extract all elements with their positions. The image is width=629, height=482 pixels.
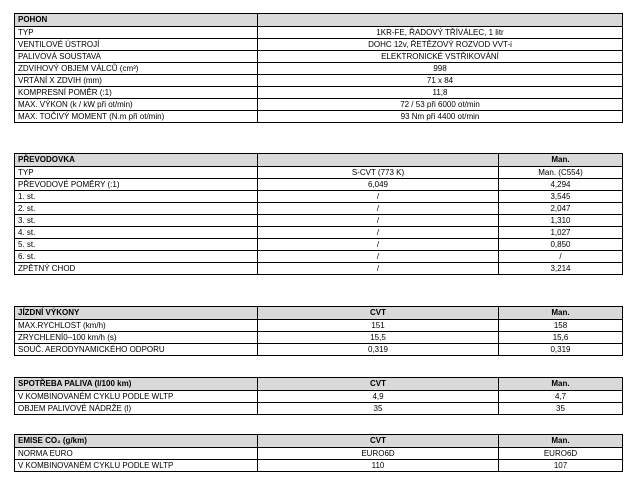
man-column-header: Man. xyxy=(499,307,623,320)
prevodovka-title: PŘEVODOVKA xyxy=(15,154,258,167)
table-row xyxy=(15,227,623,239)
row-value: 93 Nm při 4400 ot/min xyxy=(258,111,623,123)
spotreba-header-row xyxy=(15,378,623,391)
cvt-column-header: CVT xyxy=(258,378,499,391)
table-row xyxy=(15,239,623,251)
row-label: V KOMBINOVANÉM CYKLU PODLE WLTP xyxy=(15,391,258,403)
cvt-value: 4,9 xyxy=(258,391,499,403)
table-row xyxy=(15,63,623,75)
cvt-column-header: CVT xyxy=(258,307,499,320)
spotreba-table xyxy=(14,377,623,415)
row-label: V KOMBINOVANÉM CYKLU PODLE WLTP xyxy=(15,460,258,472)
row-label: MAX. TOČIVÝ MOMENT (N.m při ot/min) xyxy=(15,111,258,123)
man-value: 35 xyxy=(499,403,623,415)
pohon-table xyxy=(14,13,623,123)
cvt-value: / xyxy=(258,263,499,275)
man-value: 2,047 xyxy=(499,203,623,215)
table-row xyxy=(15,87,623,99)
row-label: ZDVIHOVÝ OBJEM VÁLCŮ (cm³) xyxy=(15,63,258,75)
emise-title: EMISE CO₂ (g/km) xyxy=(15,435,258,448)
table-row xyxy=(15,179,623,191)
row-label: 5. st. xyxy=(15,239,258,251)
man-value: 158 xyxy=(499,320,623,332)
cvt-value: 110 xyxy=(258,460,499,472)
man-value: Man. (C554) xyxy=(499,167,623,179)
row-label: OBJEM PALIVOVÉ NÁDRŽE (l) xyxy=(15,403,258,415)
prevodovka-header-row xyxy=(15,154,623,167)
table-row xyxy=(15,344,623,356)
table-row xyxy=(15,191,623,203)
row-label: NORMA EURO xyxy=(15,448,258,460)
row-label: VRTÁNÍ X ZDVIH (mm) xyxy=(15,75,258,87)
cvt-value: / xyxy=(258,227,499,239)
man-value: EURO6D xyxy=(499,448,623,460)
man-value: 1,310 xyxy=(499,215,623,227)
cvt-column-header xyxy=(258,154,499,167)
prevodovka-table xyxy=(14,153,623,275)
row-label: 6. st. xyxy=(15,251,258,263)
table-row xyxy=(15,320,623,332)
table-row xyxy=(15,215,623,227)
row-label: ZRYCHLENÍ0–100 km/h (s) xyxy=(15,332,258,344)
row-label: VENTILOVÉ ÚSTROJÍ xyxy=(15,39,258,51)
row-label: 2. st. xyxy=(15,203,258,215)
man-column-header: Man. xyxy=(499,154,623,167)
row-label: KOMPRESNÍ POMĚR (:1) xyxy=(15,87,258,99)
row-label: ZPĚTNÝ CHOD xyxy=(15,263,258,275)
row-value: 1KR-FE, ŘADOVÝ TŘÍVÁLEC, 1 litr xyxy=(258,27,623,39)
cvt-value: / xyxy=(258,203,499,215)
cvt-value: EURO6D xyxy=(258,448,499,460)
table-row xyxy=(15,203,623,215)
table-row xyxy=(15,391,623,403)
row-value: 71 x 84 xyxy=(258,75,623,87)
row-label: MAX. VÝKON (k / kW při ot/min) xyxy=(15,99,258,111)
man-value: 1,027 xyxy=(499,227,623,239)
man-value: 4,7 xyxy=(499,391,623,403)
man-value: 0,319 xyxy=(499,344,623,356)
row-label: TYP xyxy=(15,167,258,179)
pohon-header-row xyxy=(15,14,623,27)
table-row xyxy=(15,263,623,275)
man-value: 0,850 xyxy=(499,239,623,251)
man-column-header: Man. xyxy=(499,378,623,391)
pohon-title: POHON xyxy=(15,14,258,27)
table-row xyxy=(15,251,623,263)
row-value: ELEKTRONICKÉ VSTŘIKOVÁNÍ xyxy=(258,51,623,63)
cvt-value: 6,049 xyxy=(258,179,499,191)
row-label: 1. st. xyxy=(15,191,258,203)
man-value: 3,214 xyxy=(499,263,623,275)
jizdni-title: JÍZDNÍ VÝKONY xyxy=(15,307,258,320)
man-value: 3,545 xyxy=(499,191,623,203)
row-label: 3. st. xyxy=(15,215,258,227)
cvt-value: / xyxy=(258,251,499,263)
man-value: 107 xyxy=(499,460,623,472)
row-label: PŘEVODOVÉ POMĚRY (:1) xyxy=(15,179,258,191)
cvt-value: S-CVT (773 K) xyxy=(258,167,499,179)
table-row xyxy=(15,27,623,39)
row-value: 998 xyxy=(258,63,623,75)
pohon-header-blank xyxy=(258,14,623,27)
table-row xyxy=(15,448,623,460)
table-row xyxy=(15,167,623,179)
row-value: 72 / 53 při 6000 ot/min xyxy=(258,99,623,111)
row-label: MAX.RYCHLOST (km/h) xyxy=(15,320,258,332)
jizdni-table xyxy=(14,306,623,356)
row-value: DOHC 12v, ŘETĚZOVÝ ROZVOD VVT-i xyxy=(258,39,623,51)
table-row xyxy=(15,332,623,344)
cvt-value: 151 xyxy=(258,320,499,332)
man-column-header: Man. xyxy=(499,435,623,448)
table-row xyxy=(15,99,623,111)
man-value: 15,6 xyxy=(499,332,623,344)
cvt-value: / xyxy=(258,191,499,203)
emise-table xyxy=(14,434,623,472)
man-value: 4,294 xyxy=(499,179,623,191)
cvt-value: 35 xyxy=(258,403,499,415)
cvt-value: / xyxy=(258,239,499,251)
emise-header-row xyxy=(15,435,623,448)
table-row xyxy=(15,39,623,51)
cvt-value: 15,5 xyxy=(258,332,499,344)
cvt-value: 0,319 xyxy=(258,344,499,356)
cvt-column-header: CVT xyxy=(258,435,499,448)
row-label: PALIVOVÁ SOUSTAVA xyxy=(15,51,258,63)
table-row xyxy=(15,75,623,87)
man-value: / xyxy=(499,251,623,263)
table-row xyxy=(15,51,623,63)
jizdni-header-row xyxy=(15,307,623,320)
table-row xyxy=(15,460,623,472)
table-row xyxy=(15,403,623,415)
row-label: SOUČ. AERODYNAMICKÉHO ODPORU xyxy=(15,344,258,356)
spotreba-title: SPOTŘEBA PALIVA (l/100 km) xyxy=(15,378,258,391)
table-row xyxy=(15,111,623,123)
row-label: TYP xyxy=(15,27,258,39)
row-value: 11,8 xyxy=(258,87,623,99)
cvt-value: / xyxy=(258,215,499,227)
row-label: 4. st. xyxy=(15,227,258,239)
